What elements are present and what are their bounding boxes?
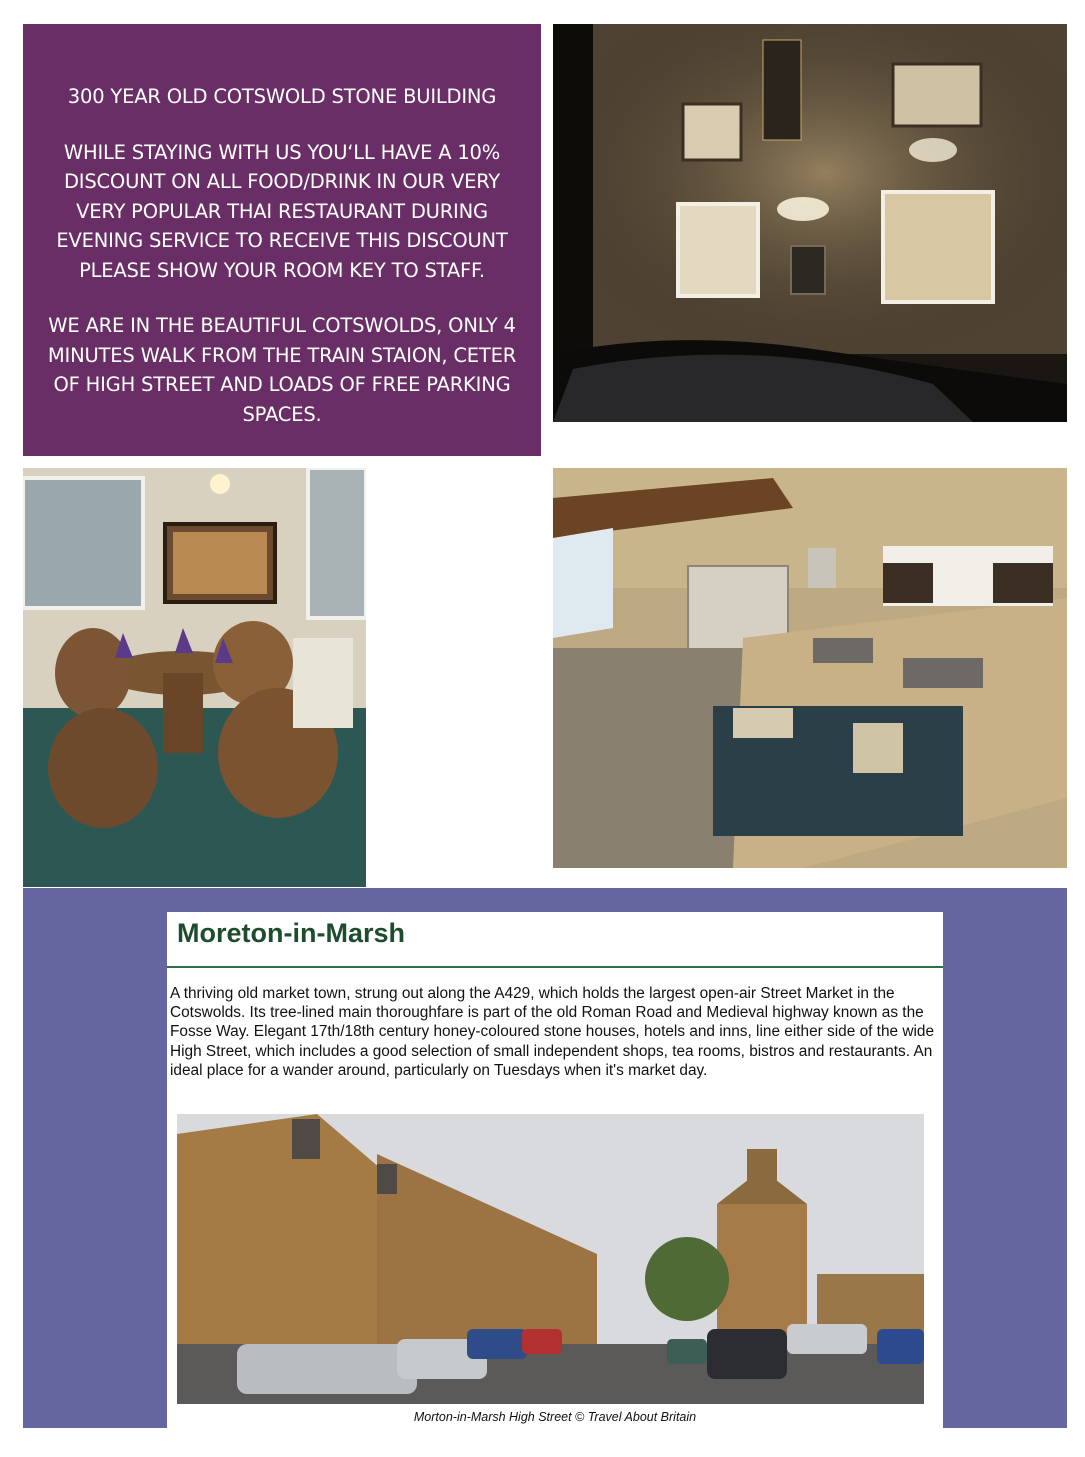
high-street-photo <box>177 1114 924 1404</box>
dining-room-photo <box>23 468 366 887</box>
exterior-night-illustration <box>553 24 1067 422</box>
exterior-night-photo <box>553 24 1067 422</box>
bedroom-illustration <box>553 468 1067 868</box>
dining-room-illustration <box>23 468 366 887</box>
photo-caption: Morton-in-Marsh High Street © Travel About Britain <box>413 1410 697 1424</box>
info-panel <box>23 24 541 456</box>
bedroom-photo <box>553 468 1067 868</box>
high-street-illustration <box>177 1114 924 1404</box>
location-text: WE ARE IN THE BEAUTIFUL COTSWOLDS, ONLY 4 MINUTES WALK FROM THE TRAIN STAION, CETER OF HIGH STREET AND LOADS OF FREE PARKING SPACES. <box>47 314 517 426</box>
discount-text: WHILE STAYING WITH US YOU‘LL HAVE A 10% DISCOUNT ON ALL FOOD/DRINK IN OUR VERY VERY POPULAR THAI RESTAURANT DURING EVENING SERVICE TO RECEIVE THIS DISCOUNT PLEASE SHOW YOUR ROOM KEY TO STAFF. <box>56 140 508 282</box>
town-description: A thriving old market town, strung out along the A429, which holds the largest open-air Street Market in the Cotswolds. Its tree-lined main thoroughfare is part of the old Roman Road and Medieval highway known as the Fosse Way. Elegant 17th/18th century honey-coloured stone houses, hotels and inns, line either side of the wide High Street, which includes a good selection of small independent shops, tea rooms, bistros and restaurants. An ideal place for a wander around, particularly on Tuesdays when it's market day. <box>170 985 935 1079</box>
title-divider <box>167 966 943 968</box>
town-title: Moreton-in-Marsh <box>177 918 405 948</box>
info-heading: 300 YEAR OLD COTSWOLD STONE BUILDING <box>67 85 497 108</box>
